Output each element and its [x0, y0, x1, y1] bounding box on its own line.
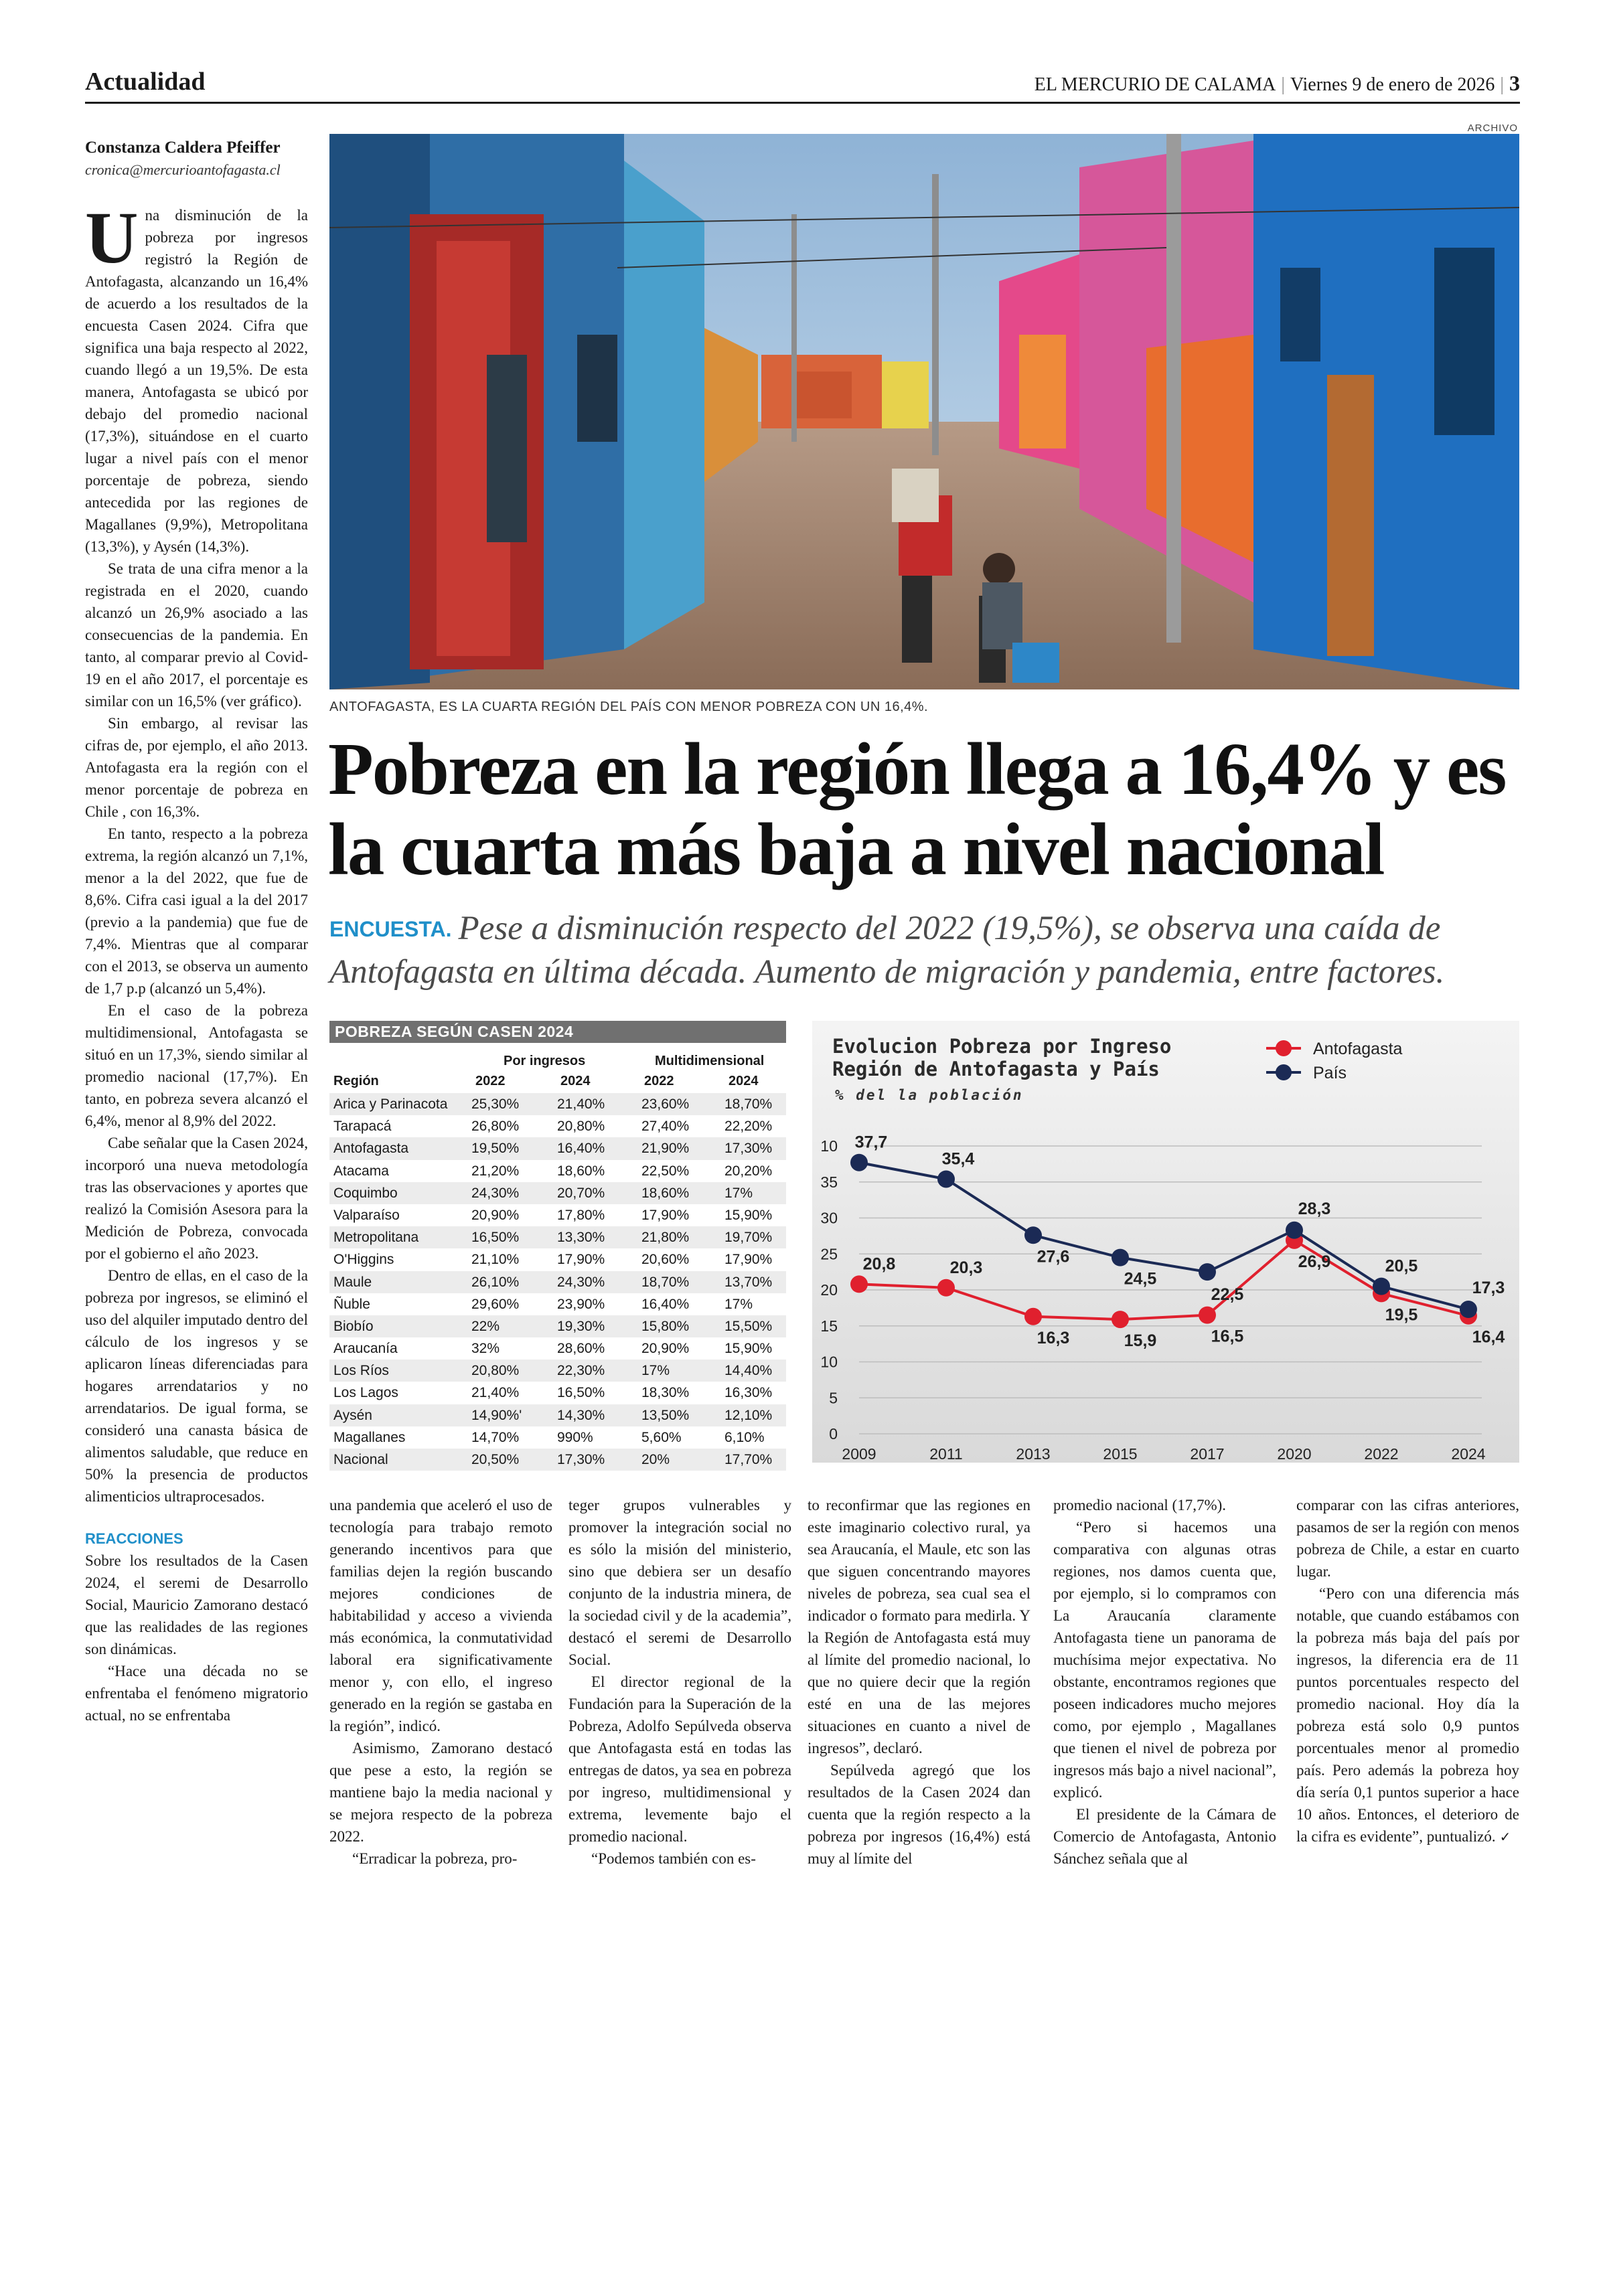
separator: | — [1281, 74, 1285, 95]
data-label: 27,6 — [1037, 1247, 1070, 1266]
value-cell: 21,10% — [471, 1252, 520, 1268]
value-cell: 17,70% — [724, 1452, 773, 1467]
legend-marker-pais — [1276, 1064, 1292, 1080]
value-cell: 14,90%' — [471, 1407, 522, 1423]
value-cell: 14,30% — [557, 1407, 605, 1423]
table-row — [329, 1337, 786, 1360]
x-tick-label: 2024 — [1451, 1445, 1486, 1463]
value-cell: 18,30% — [641, 1385, 690, 1401]
issue-date: Viernes 9 de enero de 2026 — [1290, 74, 1495, 95]
paragraph: “Hace una década no se enfrentaba el fenómeno migratorio actual, no se enfrentaba — [85, 1663, 308, 1724]
value-cell: 20,90% — [471, 1207, 520, 1223]
article-column-3 — [568, 1494, 791, 1870]
value-cell: 20,20% — [724, 1163, 773, 1179]
plot-area — [820, 1133, 1505, 1463]
value-cell: 32% — [471, 1341, 500, 1357]
data-point — [1112, 1249, 1129, 1266]
chart-y-label: % del la población — [835, 1087, 1024, 1103]
column-header-region: Región — [333, 1074, 379, 1088]
data-label: 16,4 — [1472, 1327, 1505, 1347]
paragraph: En el caso de la pobreza multidimensional, Antofagasta se situó en un 17,3%, siendo similar al promedio nacional (17,7%). En tanto, en pobreza severa alcanzó el 6,4%, menor al 8,9% del 2022. — [85, 1002, 308, 1129]
data-point — [1373, 1278, 1390, 1295]
x-tick-label: 2013 — [1016, 1445, 1051, 1463]
value-cell: 14,40% — [724, 1363, 773, 1379]
value-cell: 28,60% — [557, 1341, 605, 1357]
value-cell: 20,80% — [471, 1363, 520, 1379]
value-cell: 13,30% — [557, 1230, 605, 1246]
paragraph: promedio nacional (17,7%). — [1053, 1497, 1227, 1513]
header-rule — [85, 102, 1520, 104]
data-label: 22,5 — [1211, 1285, 1244, 1305]
street-photo — [329, 134, 1519, 689]
separator: | — [1500, 74, 1504, 95]
value-cell: 17% — [724, 1296, 753, 1312]
paragraph: una pandemia que aceleró el uso de tecnología para trabajo remoto generando incentivos para que familias dejen la región buscando mejores condiciones de habitabilidad y acceso a vivienda más económica, la conmutatividad laboral era significativamente menor y, con ello, el ingreso generado en la región se gastaba en la región”, indicó. — [329, 1497, 552, 1734]
x-tick-label: 2017 — [1190, 1445, 1225, 1463]
table-row — [329, 1271, 786, 1293]
value-cell: 14,70% — [471, 1429, 520, 1445]
data-point — [850, 1275, 868, 1293]
table-title: POBREZA SEGÚN CASEN 2024 — [329, 1021, 786, 1043]
column-header-year: 2022 — [475, 1074, 506, 1088]
value-cell: 17,90% — [641, 1207, 690, 1223]
region-cell: Los Ríos — [333, 1363, 389, 1379]
paragraph: Sin embargo, al revisar las cifras de, por ejemplo, el año 2013. Antofagasta era la región con el menor porcentaje de pobreza en Chile , con 16,3%. — [85, 715, 308, 820]
paragraph: En tanto, respecto a la pobreza extrema, la región alcanzó un 7,1%, menor a la del 2022, que fue de 8,6%. Cifra casi igual a la del 2017 (previo a la pandemia) que fue de 7,4%. Mientras que al comparar con el 2013, se observa un aumento de 1,7 p.p (alcanzó un 5,4%). — [85, 825, 308, 997]
value-cell: 17% — [641, 1363, 670, 1379]
data-point — [1460, 1301, 1477, 1318]
x-tick-label: 2020 — [1277, 1445, 1312, 1463]
region-cell: Valparaíso — [333, 1207, 400, 1223]
chart-title-line-1: Evolucion Pobreza por Ingreso — [832, 1035, 1172, 1058]
masthead-info — [1035, 71, 1520, 96]
value-cell: 24,30% — [471, 1185, 520, 1201]
paragraph: “Pero con una diferencia más notable, que cuando estábamos con la pobreza más baja del país por ingresos, la diferencia era de 11 puntos porcentuales respecto del promedio nacional. Hoy día la pobreza está solo 0,9 puntos porcentuales menor al promedio país. Pero además la pobreza hoy día sería 0,1 puntos superior a hace 10 años. Entonces, el deterioro de la cifra es evidente”, puntualizó. ✓ — [1296, 1585, 1519, 1845]
data-point — [937, 1279, 955, 1297]
photo-caption: ANTOFAGASTA, ES LA CUARTA REGIÓN DEL PAÍS CON MENOR POBREZA CON UN 16,4%. — [329, 700, 929, 714]
region-cell: Araucanía — [333, 1341, 398, 1357]
table-body — [329, 1093, 786, 1471]
value-cell: 22,20% — [724, 1119, 773, 1135]
street-illustration — [329, 134, 1519, 689]
value-cell: 19,30% — [557, 1318, 605, 1334]
value-cell: 27,40% — [641, 1119, 690, 1135]
article-column-4 — [808, 1494, 1030, 1870]
value-cell: 16,50% — [471, 1230, 520, 1246]
paragraph: El presidente de la Cámara de Comercio de Antofagasta, Antonio Sánchez señala que al — [1053, 1806, 1276, 1867]
chart-title-line-2: Región de Antofagasta y País — [832, 1058, 1160, 1080]
table-row — [329, 1093, 786, 1115]
region-cell: Maule — [333, 1274, 372, 1290]
value-cell: 15,50% — [724, 1318, 773, 1334]
value-cell: 16,50% — [557, 1385, 605, 1401]
article-column-6 — [1296, 1494, 1519, 1848]
data-label: 35,4 — [941, 1149, 975, 1169]
table-row — [329, 1360, 786, 1382]
data-label: 15,9 — [1124, 1331, 1157, 1351]
value-cell: 21,80% — [641, 1230, 690, 1246]
table-row — [329, 1382, 786, 1404]
y-tick-label: 25 — [820, 1245, 838, 1263]
end-mark-icon: ✓ — [1499, 1829, 1511, 1845]
value-cell: 22% — [471, 1318, 500, 1334]
y-tick-label: 0 — [829, 1425, 838, 1443]
paragraph: Cabe señalar que la Casen 2024, incorporó una nueva metodología tras las observaciones y aportes que realizó la Comisión Asesora para la Medición de Pobreza, convocada por el gobierno el año 2023. — [85, 1135, 308, 1262]
value-cell: 13,70% — [724, 1274, 773, 1290]
section-title: Actualidad — [85, 68, 206, 96]
paragraph: El director regional de la Fundación para la Superación de la Pobreza, Adolfo Sepúlveda observa que Antofagasta está en todas las entregas de datos, ya sea en pobreza por ingreso, multidimensional y extrema, levemente bajo el promedio nacional. — [568, 1673, 791, 1845]
article-column-1 — [85, 197, 308, 1726]
value-cell: 18,70% — [641, 1274, 690, 1290]
data-point — [937, 1170, 955, 1187]
region-cell: Antofagasta — [333, 1141, 409, 1157]
region-cell: Los Lagos — [333, 1385, 398, 1401]
value-cell: 18,70% — [724, 1096, 773, 1112]
value-cell: 22,50% — [641, 1163, 690, 1179]
kicker: ENCUESTA. — [329, 917, 452, 941]
byline — [85, 139, 281, 179]
paragraph: comparar con las cifras anteriores, pasamos de ser la región con menos pobreza de Chile, a estar en cuarto lugar. — [1296, 1497, 1519, 1580]
data-label: 37,7 — [854, 1133, 888, 1152]
paragraph: Dentro de ellas, en el caso de la pobreza por ingresos, se eliminó el uso del alquiler imputado dentro del cálculo de los ingresos y se aplicaron líneas diferenciadas para hogares arrendatarios y no arrendatarios. De igual forma, se consideró una canasta básica de alimentos saludable, que reduce en 50% la presencia de productos alimenticios ultraprocesados. — [85, 1267, 308, 1505]
value-cell: 17,30% — [724, 1141, 773, 1157]
value-cell: 16,30% — [724, 1385, 773, 1401]
value-cell: 20,90% — [641, 1341, 690, 1357]
region-cell: Biobío — [333, 1318, 374, 1334]
value-cell: 29,60% — [471, 1296, 520, 1312]
y-tick-label: 15 — [820, 1317, 838, 1335]
value-cell: 24,30% — [557, 1274, 605, 1290]
data-label: 26,9 — [1298, 1252, 1331, 1271]
region-cell: Nacional — [333, 1452, 388, 1467]
value-cell: 17,90% — [557, 1252, 605, 1268]
region-cell: Aysén — [333, 1407, 372, 1423]
data-point — [1286, 1222, 1303, 1239]
value-cell: 6,10% — [724, 1429, 765, 1445]
headline: Pobreza en la región llega a 16,4% y es la cuarta más baja a nivel nacional — [328, 728, 1506, 891]
value-cell: 15,90% — [724, 1341, 773, 1357]
value-cell: 17,80% — [557, 1207, 605, 1223]
poverty-table — [329, 1021, 786, 1471]
table-header — [329, 1043, 786, 1093]
x-tick-label: 2011 — [929, 1445, 963, 1463]
column-header-year: 2024 — [729, 1074, 759, 1088]
y-tick-label: 30 — [820, 1209, 838, 1227]
poverty-line-chart — [812, 1021, 1519, 1463]
x-tick-label: 2009 — [842, 1445, 876, 1463]
value-cell: 26,80% — [471, 1119, 520, 1135]
table-row — [329, 1226, 786, 1248]
data-point — [1024, 1308, 1042, 1325]
legend-label-pais: País — [1313, 1064, 1347, 1082]
region-cell: Ñuble — [333, 1296, 370, 1312]
paragraph: Sepúlveda agregó que los resultados de la Casen 2024 dan cuenta que la región respecto a la pobreza por ingresos (16,4%) está muy al límite del — [808, 1762, 1030, 1867]
y-tick-label: 5 — [829, 1389, 838, 1407]
legend-marker-antofagasta — [1276, 1040, 1292, 1056]
drop-cap: U — [85, 197, 139, 278]
value-cell: 22,30% — [557, 1363, 605, 1379]
value-cell: 17,90% — [724, 1252, 773, 1268]
table-row — [329, 1404, 786, 1426]
paragraph: “Erradicar la pobreza, pro- — [352, 1850, 518, 1867]
paragraph: Asimismo, Zamorano destacó que pese a esto, la región se mantiene bajo la media nacional y se mejora respecto de la pobreza 2022. — [329, 1740, 552, 1845]
paragraph: Se trata de una cifra menor a la registrada en el 2020, cuando alcanzó un 26,9% asociado a las consecuencias de la pandemia. En tanto, al comparar previo al Covid-19 en el año 2017, el porcentaje es similar con un 16,5% (ver gráfico). — [85, 560, 308, 710]
value-cell: 12,10% — [724, 1407, 773, 1423]
value-cell: 19,70% — [724, 1230, 773, 1246]
table-row — [329, 1204, 786, 1226]
value-cell: 20,80% — [557, 1119, 605, 1135]
table-row — [329, 1315, 786, 1337]
photo-credit: ARCHIVO — [1467, 122, 1518, 134]
paragraph: “Pero si hacemos una comparativa con algunas otras regiones, nos damos cuenta que, por ejemplo, si lo compramos con La Araucanía claramente Antofagasta tiene un panorama de muchísima mejor expectativa. No obstante, encontramos regiones que poseen indicadores mucho mejores como, por ejemplo , Magallanes que tienen el nivel de pobreza por ingresos más bajo a nivel nacional”, explicó. — [1053, 1519, 1276, 1801]
value-cell: 23,90% — [557, 1296, 605, 1312]
value-cell: 21,90% — [641, 1141, 690, 1157]
value-cell: 16,40% — [641, 1296, 690, 1312]
data-label: 20,8 — [862, 1254, 896, 1274]
region-cell: Tarapacá — [333, 1119, 392, 1135]
value-cell: 990% — [557, 1429, 593, 1445]
data-label: 20,3 — [949, 1258, 983, 1277]
value-cell: 19,50% — [471, 1141, 520, 1157]
data-point — [1199, 1263, 1216, 1281]
value-cell: 20% — [641, 1452, 670, 1467]
value-cell: 21,40% — [471, 1385, 520, 1401]
paragraph: Sobre los resultados de la Casen 2024, el seremi de Desarrollo Social, Mauricio Zamorano destacó que las realidades de las regiones son dinámicas. — [85, 1552, 308, 1657]
region-cell: Atacama — [333, 1163, 389, 1179]
table-row — [329, 1137, 786, 1159]
legend-label-antofagasta: Antofagasta — [1313, 1040, 1403, 1058]
value-cell: 23,60% — [641, 1096, 690, 1112]
data-label: 16,3 — [1037, 1328, 1070, 1347]
table-row — [329, 1426, 786, 1449]
table-row — [329, 1160, 786, 1182]
article-column-2 — [329, 1494, 552, 1870]
paragraph: “Podemos también con es- — [591, 1850, 756, 1867]
value-cell: 20,70% — [557, 1185, 605, 1201]
data-label: 19,5 — [1385, 1305, 1418, 1325]
data-label: 28,3 — [1298, 1199, 1331, 1218]
y-tick-label: 10 — [820, 1137, 838, 1155]
group-header-multidimensional: Multidimensional — [655, 1054, 765, 1068]
region-cell: Metropolitana — [333, 1230, 419, 1246]
region-cell: O'Higgins — [333, 1252, 394, 1268]
value-cell: 13,50% — [641, 1407, 690, 1423]
page-number: 3 — [1509, 71, 1520, 95]
value-cell: 15,90% — [724, 1207, 773, 1223]
table-row — [329, 1293, 786, 1315]
chart-canvas — [812, 1021, 1519, 1463]
value-cell: 16,40% — [557, 1141, 605, 1157]
region-cell: Magallanes — [333, 1429, 406, 1445]
value-cell: 15,80% — [641, 1318, 690, 1334]
value-cell: 20,60% — [641, 1252, 690, 1268]
newspaper-name: EL MERCURIO DE CALAMA — [1034, 74, 1276, 95]
value-cell: 17,30% — [557, 1452, 605, 1467]
lead-paragraph: Una disminución de la pobreza por ingresos registró la Región de Antofagasta, alcanzando un 16,4% de acuerdo a los resultados de la encuesta Casen 2024. Cifra que significa una baja respecto al 2022, cuando llegó a un 19,5%. De esta manera, Antofagasta se ubicó por debajo del promedio nacional (17,3%), situándose en el cuarto lugar a nivel país con el menor porcentaje de pobreza, siendo antecedida por las regiones de Magallanes (9,9%), Metropolitana (13,3%), y Aysén (14,3%). — [85, 197, 308, 555]
column-header-year: 2024 — [560, 1074, 591, 1088]
table-row — [329, 1115, 786, 1137]
value-cell: 17% — [724, 1185, 753, 1201]
column-header-year: 2022 — [644, 1074, 674, 1088]
value-cell: 18,60% — [641, 1185, 690, 1201]
region-cell: Coquimbo — [333, 1185, 398, 1201]
data-label: 20,5 — [1385, 1256, 1418, 1276]
subheading: REACCIONES — [85, 1530, 183, 1547]
y-tick-label: 10 — [820, 1353, 838, 1371]
region-cell: Arica y Parinacota — [333, 1096, 448, 1112]
value-cell: 5,60% — [641, 1429, 682, 1445]
author-email: cronica@mercurioantofagasta.cl — [85, 161, 281, 178]
data-label: 16,5 — [1211, 1327, 1244, 1346]
data-label: 17,3 — [1472, 1279, 1505, 1298]
y-tick-label: 20 — [820, 1281, 838, 1299]
x-tick-label: 2015 — [1103, 1445, 1138, 1463]
value-cell: 26,10% — [471, 1274, 520, 1290]
value-cell: 21,20% — [471, 1163, 520, 1179]
data-point — [1112, 1311, 1129, 1328]
value-cell: 21,40% — [557, 1096, 605, 1112]
table-row — [329, 1248, 786, 1270]
data-label: 24,5 — [1124, 1269, 1157, 1289]
x-tick-label: 2022 — [1364, 1445, 1399, 1463]
paragraph: teger grupos vulnerables y promover la integración social no es sólo la misión del ministerio, sino que debiera ser un desafío conjunto de la industria minera, de la sociedad civil y de la academia”, destacó el seremi de Desarrollo Social. — [568, 1497, 791, 1668]
deck — [329, 907, 1528, 993]
value-cell: 18,60% — [557, 1163, 605, 1179]
deck-text: Pese a disminución respecto del 2022 (19,5%), se observa una caída de Antofagasta en última década. Aumento de migración y pandemia, entre factores. — [329, 910, 1445, 991]
table-row — [329, 1182, 786, 1204]
data-point — [850, 1154, 868, 1171]
data-point — [1199, 1307, 1216, 1324]
data-point — [1024, 1226, 1042, 1244]
y-tick-label: 35 — [820, 1173, 838, 1191]
group-header-income: Por ingresos — [504, 1054, 586, 1068]
paragraph: to reconfirmar que las regiones en este imaginario colectivo rural, ya sea Araucanía, el Maule, etc son las que siguen concentrando mayores niveles de pobreza, sea cual sea el indicador o formato para medirla. Y la Región de Antofagasta está muy al límite del promedio nacional, lo que no quiere decir que la región esté en una de las mejores situaciones en cuanto a nivel de ingresos”, declaró. — [808, 1497, 1030, 1756]
article-column-5 — [1053, 1494, 1276, 1870]
value-cell: 20,50% — [471, 1452, 520, 1467]
value-cell: 25,30% — [471, 1096, 520, 1112]
table-row — [329, 1449, 786, 1471]
author-name: Constanza Caldera Pfeiffer — [85, 139, 281, 157]
